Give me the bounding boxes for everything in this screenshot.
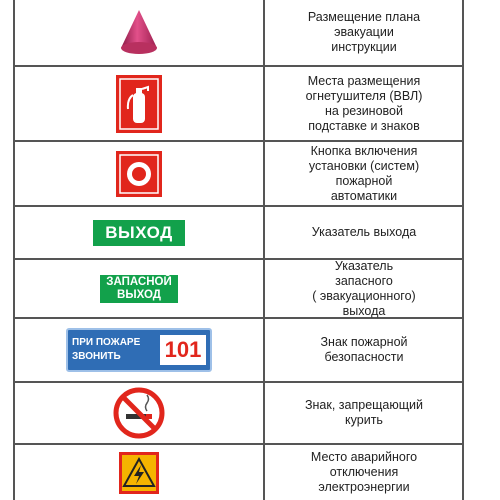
fire-phone-sign-text: ПРИ ПОЖАРЕ ЗВОНИТЬ: [72, 337, 141, 362]
description-cell: [265, 142, 463, 205]
table-row: [13, 207, 464, 258]
sign-cell: [15, 0, 263, 65]
table-row: [13, 445, 464, 500]
fire-phone-number: 101: [160, 335, 206, 365]
row-description: Указатель запасного ( эвакуационного) выхода: [312, 258, 416, 318]
red-cone-icon: [117, 8, 161, 58]
description-cell: [265, 0, 463, 65]
table-row: [13, 260, 464, 317]
row-description: Размещение плана эвакуации инструкции: [307, 10, 421, 54]
table-row: [13, 0, 464, 65]
high-voltage-warning-sign-icon: [119, 452, 159, 494]
no-smoking-sign-icon: [113, 387, 165, 439]
row-description: Кнопка включения установки (систем) пожарной автоматики: [308, 143, 420, 203]
table-row: [13, 319, 464, 381]
sign-cell: [15, 67, 263, 140]
fire-alarm-button-sign-icon: [116, 151, 162, 197]
sign-cell: [15, 142, 263, 205]
table-row: [13, 67, 464, 140]
description-cell: [265, 260, 463, 317]
description-cell: [265, 67, 463, 140]
description-cell: [265, 319, 463, 381]
row-description: Место аварийного отключения электроэнергии: [310, 450, 418, 494]
fire-phone-sign: [66, 328, 212, 372]
sign-cell: [15, 383, 263, 443]
sign-cell: [15, 319, 263, 381]
sign-cell: [15, 260, 263, 317]
description-cell: [265, 445, 463, 500]
table-row: [13, 383, 464, 443]
sign-cell: [15, 207, 263, 258]
table-row: [13, 142, 464, 205]
row-description: Знак пожарной безопасности: [320, 335, 408, 364]
description-cell: [265, 383, 463, 443]
sign-cell: [15, 445, 263, 500]
emergency-exit-sign: ЗАПАСНОЙ ВЫХОД: [100, 275, 178, 303]
row-description: Знак, запрещающий курить: [304, 398, 424, 427]
description-cell: [265, 207, 463, 258]
fire-safety-legend-table: [13, 0, 464, 500]
row-description: Указатель выхода: [311, 225, 417, 239]
row-description: Места размещения огнетушителя (ВВЛ) на резиновой подставке и знаков: [305, 73, 423, 133]
fire-extinguisher-sign-icon: [116, 75, 162, 133]
exit-sign: ВЫХОД: [93, 220, 185, 246]
